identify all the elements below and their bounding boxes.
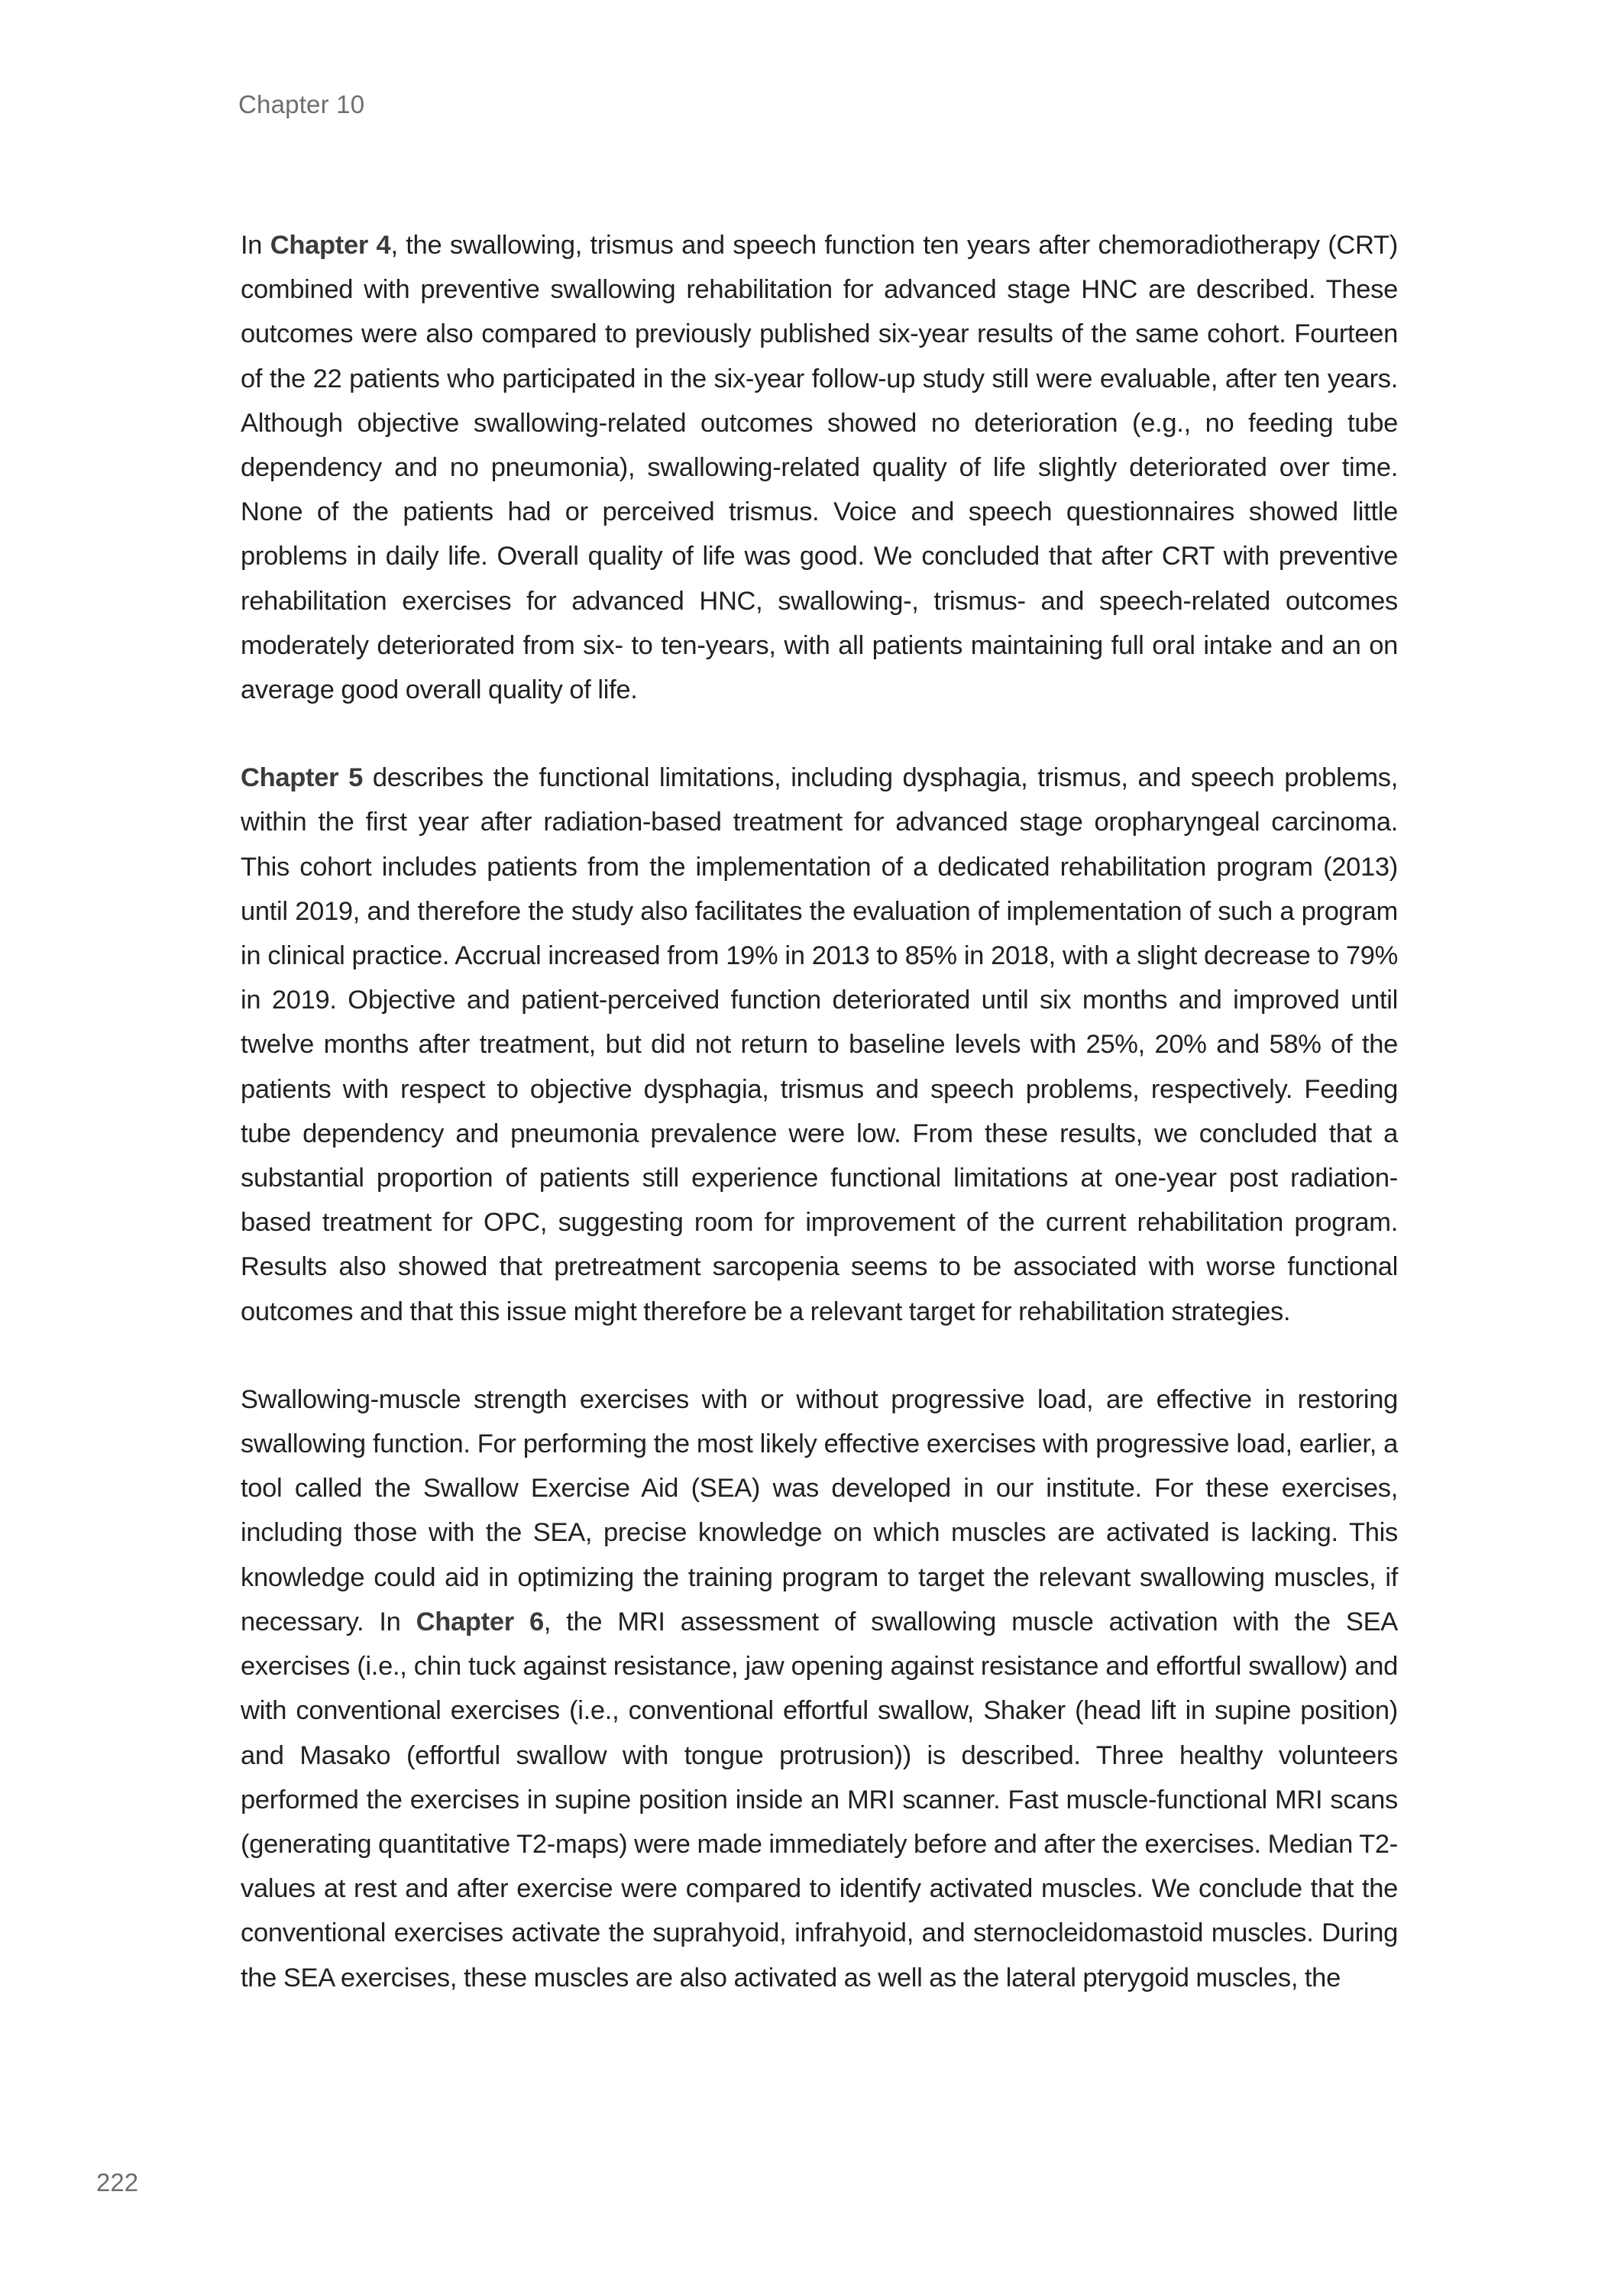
chapter-reference: Chapter 5 <box>241 763 363 793</box>
paragraph-chapter-6 <box>241 1377 1398 2000</box>
paragraph-lead: Swallowing-muscle strength exercises with or without progressive load, are effective in restoring swallowing function. For performing the most likely effective exercises with progressive load, earlier, a tool called the Swallow Exercise Aid (SEA) was developed in our institute. For these exercises, including those with the SEA, precise knowledge on which muscles are activated is lacking. This knowledge could aid in optimizing the training program to target the relevant swallowing muscles, if necessary. In <box>241 1384 1398 1636</box>
page-number: 222 <box>96 2168 139 2196</box>
running-head: Chapter 10 <box>238 90 365 118</box>
body-text <box>241 223 1398 2044</box>
paragraph-text: , the swallowing, trismus and speech function ten years after chemoradiotherapy (CRT) combined with preventive swallowing rehabilitation for advanced stage HNC are described. These outcomes were also compared to previously published six-year results of the same cohort. Fourteen of the 22 patients who participated in the six-year follow-up study still were evaluable, after ten years. Although objective swallowing-related outcomes showed no deterioration (e.g., no feeding tube dependency and no pneumonia), swallowing-related quality of life slightly deteriorated over time. None of the patients had or perceived trismus. Voice and speech questionnaires showed little problems in daily life. Overall quality of life was good. We concluded that after CRT with preventive rehabilitation exercises for advanced HNC, swallowing-, trismus- and speech-related outcomes moderately deteriorated from six- to ten-years, with all patients maintaining full oral intake and an on average good overall quality of life. <box>241 231 1399 705</box>
paragraph-text: describes the functional limitations, including dysphagia, trismus, and speech problems, within the first year after radiation-based treatment for advanced stage oropharyngeal carcinoma. This cohort includes patients from the implementation of a dedicated rehabilitation program (2013) until 2019, and therefore the study also facilitates the evaluation of implementation of such a program in clinical practice. Accrual increased from 19% in 2013 to 85% in 2018, with a slight decrease to 79% in 2019. Objective and patient-perceived function deteriorated until six months and improved until twelve months after treatment, but did not return to baseline levels with 25%, 20% and 58% of the patients with respect to objective dysphagia, trismus and speech problems, respectively. Feeding tube dependency and pneumonia prevalence were low. From these results, we concluded that a substantial proportion of patients still experience functional limitations at one-year post radiation-based treatment for OPC, suggesting room for improvement of the current rehabilitation program. Results also showed that pretreatment sarcopenia seems to be associated with worse functional outcomes and that this issue might therefore be a relevant target for rehabilitation strategies. <box>241 763 1398 1326</box>
chapter-reference: Chapter 6 <box>416 1607 544 1636</box>
paragraph-text: , the MRI assessment of swallowing muscle activation with the SEA exercises (i.e., chin tuck against resistance, jaw opening against resistance and effortful swallow) and with conventional exercises (i.e., conventional effortful swallow, Shaker (head lift in supine position) and Masako (effortful swallow with tongue protrusion)) is described. Three healthy volunteers performed the exercises in supine position inside an MRI scanner. Fast muscle-functional MRI scans (generating quantitative T2-maps) were made immediately before and after the exercises. Median T2-values at rest and after exercise were compared to identify activated muscles. We conclude that the conventional exercises activate the suprahyoid, infrahyoid, and sternocleidomastoid muscles. During the SEA exercises, these muscles are also activated as well as the lateral pterygoid muscles, the <box>241 1607 1398 1993</box>
paragraph-chapter-5 <box>241 756 1398 1334</box>
paragraph-chapter-4 <box>241 223 1398 712</box>
chapter-reference: Chapter 4 <box>270 231 391 260</box>
paragraph-lead: In <box>241 231 270 260</box>
